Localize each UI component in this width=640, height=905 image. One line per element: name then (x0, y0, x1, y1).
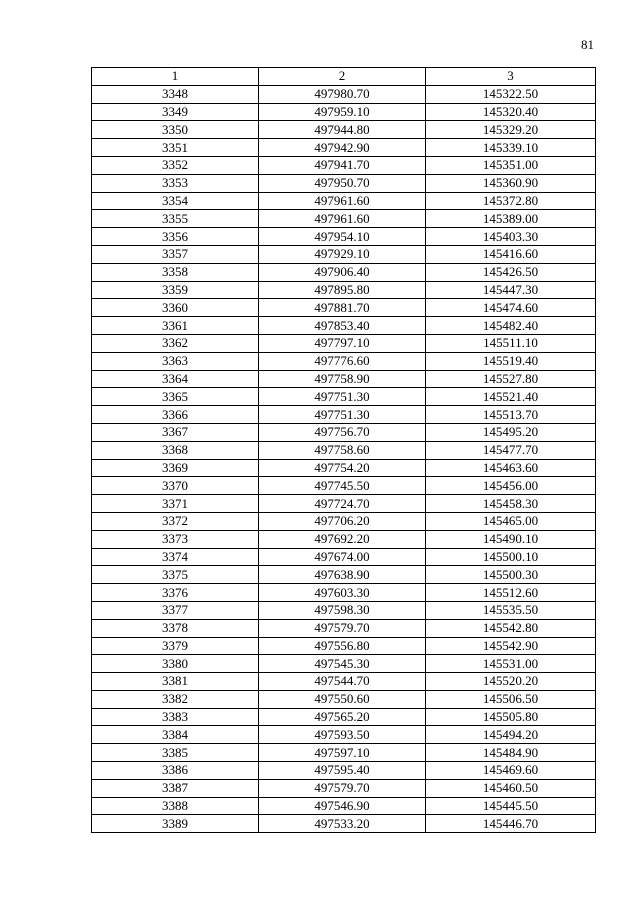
y-coordinate-cell: 145513.70 (426, 406, 596, 424)
x-coordinate-cell: 497776.60 (259, 352, 426, 370)
table-row (92, 584, 596, 602)
x-coordinate-cell: 497754.20 (259, 459, 426, 477)
point-number-cell: 3355 (92, 210, 259, 228)
point-number-cell: 3366 (92, 406, 259, 424)
point-number-cell: 3374 (92, 548, 259, 566)
point-number-cell: 3362 (92, 334, 259, 352)
table-row (92, 726, 596, 744)
y-coordinate-cell: 145360.90 (426, 174, 596, 192)
table-row (92, 423, 596, 441)
x-coordinate-cell: 497906.40 (259, 263, 426, 281)
y-coordinate-cell: 145463.60 (426, 459, 596, 477)
table-row (92, 512, 596, 530)
y-coordinate-cell: 145416.60 (426, 245, 596, 263)
x-coordinate-cell: 497980.70 (259, 85, 426, 103)
point-number-cell: 3380 (92, 655, 259, 673)
y-coordinate-cell: 145458.30 (426, 495, 596, 513)
table-row (92, 317, 596, 335)
point-number-cell: 3372 (92, 512, 259, 530)
y-coordinate-cell: 145339.10 (426, 139, 596, 157)
table-row (92, 495, 596, 513)
y-coordinate-cell: 145465.00 (426, 512, 596, 530)
x-coordinate-cell: 497853.40 (259, 317, 426, 335)
x-coordinate-cell: 497745.50 (259, 477, 426, 495)
point-number-cell: 3349 (92, 103, 259, 121)
point-number-cell: 3373 (92, 530, 259, 548)
column-header-3: 3 (426, 68, 596, 86)
column-header-2: 2 (259, 68, 426, 86)
y-coordinate-cell: 145445.50 (426, 797, 596, 815)
table-body (92, 85, 596, 832)
x-coordinate-cell: 497565.20 (259, 708, 426, 726)
y-coordinate-cell: 145477.70 (426, 441, 596, 459)
point-number-cell: 3360 (92, 299, 259, 317)
table-row (92, 441, 596, 459)
x-coordinate-cell: 497556.80 (259, 637, 426, 655)
table-row (92, 690, 596, 708)
x-coordinate-cell: 497942.90 (259, 139, 426, 157)
y-coordinate-cell: 145521.40 (426, 388, 596, 406)
point-number-cell: 3371 (92, 495, 259, 513)
point-number-cell: 3369 (92, 459, 259, 477)
y-coordinate-cell: 145506.50 (426, 690, 596, 708)
y-coordinate-cell: 145494.20 (426, 726, 596, 744)
point-number-cell: 3381 (92, 673, 259, 691)
table-row (92, 281, 596, 299)
x-coordinate-cell: 497595.40 (259, 762, 426, 780)
table-row (92, 708, 596, 726)
x-coordinate-cell: 497533.20 (259, 815, 426, 833)
table-row (92, 673, 596, 691)
x-coordinate-cell: 497597.10 (259, 744, 426, 762)
table-row (92, 174, 596, 192)
table-row (92, 601, 596, 619)
table-row (92, 637, 596, 655)
table-row (92, 548, 596, 566)
table-row (92, 192, 596, 210)
y-coordinate-cell: 145511.10 (426, 334, 596, 352)
table-row (92, 245, 596, 263)
y-coordinate-cell: 145519.40 (426, 352, 596, 370)
table-row (92, 477, 596, 495)
point-number-cell: 3376 (92, 584, 259, 602)
table-row (92, 352, 596, 370)
x-coordinate-cell: 497751.30 (259, 388, 426, 406)
table-header-row (92, 68, 596, 86)
table-row (92, 815, 596, 833)
y-coordinate-cell: 145542.80 (426, 619, 596, 637)
x-coordinate-cell: 497758.90 (259, 370, 426, 388)
table-row (92, 406, 596, 424)
x-coordinate-cell: 497598.30 (259, 601, 426, 619)
table-row (92, 299, 596, 317)
y-coordinate-cell: 145482.40 (426, 317, 596, 335)
point-number-cell: 3368 (92, 441, 259, 459)
y-coordinate-cell: 145447.30 (426, 281, 596, 299)
point-number-cell: 3383 (92, 708, 259, 726)
table-row (92, 228, 596, 246)
point-number-cell: 3378 (92, 619, 259, 637)
x-coordinate-cell: 497961.60 (259, 192, 426, 210)
x-coordinate-cell: 497959.10 (259, 103, 426, 121)
column-header-1: 1 (92, 68, 259, 86)
y-coordinate-cell: 145446.70 (426, 815, 596, 833)
y-coordinate-cell: 145372.80 (426, 192, 596, 210)
table-row (92, 762, 596, 780)
table-row (92, 121, 596, 139)
table-row (92, 797, 596, 815)
table-row (92, 370, 596, 388)
point-number-cell: 3350 (92, 121, 259, 139)
table-row (92, 655, 596, 673)
table-row (92, 210, 596, 228)
point-number-cell: 3356 (92, 228, 259, 246)
y-coordinate-cell: 145320.40 (426, 103, 596, 121)
point-number-cell: 3352 (92, 156, 259, 174)
x-coordinate-cell: 497797.10 (259, 334, 426, 352)
table-row (92, 619, 596, 637)
table-row (92, 744, 596, 762)
point-number-cell: 3387 (92, 779, 259, 797)
x-coordinate-cell: 497706.20 (259, 512, 426, 530)
y-coordinate-cell: 145495.20 (426, 423, 596, 441)
x-coordinate-cell: 497881.70 (259, 299, 426, 317)
point-number-cell: 3363 (92, 352, 259, 370)
point-number-cell: 3365 (92, 388, 259, 406)
table-row (92, 334, 596, 352)
page-number: 81 (581, 37, 594, 52)
table-row (92, 263, 596, 281)
point-number-cell: 3389 (92, 815, 259, 833)
x-coordinate-cell: 497895.80 (259, 281, 426, 299)
table-row (92, 566, 596, 584)
y-coordinate-cell: 145542.90 (426, 637, 596, 655)
x-coordinate-cell: 497944.80 (259, 121, 426, 139)
x-coordinate-cell: 497756.70 (259, 423, 426, 441)
table-row (92, 388, 596, 406)
point-number-cell: 3377 (92, 601, 259, 619)
x-coordinate-cell: 497929.10 (259, 245, 426, 263)
point-number-cell: 3388 (92, 797, 259, 815)
x-coordinate-cell: 497674.00 (259, 548, 426, 566)
y-coordinate-cell: 145505.80 (426, 708, 596, 726)
x-coordinate-cell: 497758.60 (259, 441, 426, 459)
point-number-cell: 3382 (92, 690, 259, 708)
table-row (92, 779, 596, 797)
y-coordinate-cell: 145474.60 (426, 299, 596, 317)
point-number-cell: 3357 (92, 245, 259, 263)
x-coordinate-cell: 497638.90 (259, 566, 426, 584)
x-coordinate-cell: 497954.10 (259, 228, 426, 246)
x-coordinate-cell: 497579.70 (259, 619, 426, 637)
point-number-cell: 3364 (92, 370, 259, 388)
x-coordinate-cell: 497751.30 (259, 406, 426, 424)
x-coordinate-cell: 497579.70 (259, 779, 426, 797)
point-number-cell: 3379 (92, 637, 259, 655)
point-number-cell: 3385 (92, 744, 259, 762)
point-number-cell: 3358 (92, 263, 259, 281)
y-coordinate-cell: 145520.20 (426, 673, 596, 691)
point-number-cell: 3367 (92, 423, 259, 441)
y-coordinate-cell: 145403.30 (426, 228, 596, 246)
table-row (92, 139, 596, 157)
x-coordinate-cell: 497603.30 (259, 584, 426, 602)
y-coordinate-cell: 145484.90 (426, 744, 596, 762)
table-row (92, 459, 596, 477)
y-coordinate-cell: 145490.10 (426, 530, 596, 548)
point-number-cell: 3354 (92, 192, 259, 210)
x-coordinate-cell: 497593.50 (259, 726, 426, 744)
x-coordinate-cell: 497546.90 (259, 797, 426, 815)
point-number-cell: 3361 (92, 317, 259, 335)
y-coordinate-cell: 145469.60 (426, 762, 596, 780)
y-coordinate-cell: 145512.60 (426, 584, 596, 602)
x-coordinate-cell: 497961.60 (259, 210, 426, 228)
y-coordinate-cell: 145456.00 (426, 477, 596, 495)
x-coordinate-cell: 497941.70 (259, 156, 426, 174)
x-coordinate-cell: 497545.30 (259, 655, 426, 673)
point-number-cell: 3348 (92, 85, 259, 103)
y-coordinate-cell: 145426.50 (426, 263, 596, 281)
x-coordinate-cell: 497724.70 (259, 495, 426, 513)
y-coordinate-cell: 145500.10 (426, 548, 596, 566)
x-coordinate-cell: 497550.60 (259, 690, 426, 708)
x-coordinate-cell: 497692.20 (259, 530, 426, 548)
table-row (92, 85, 596, 103)
x-coordinate-cell: 497544.70 (259, 673, 426, 691)
table-row (92, 103, 596, 121)
point-number-cell: 3359 (92, 281, 259, 299)
y-coordinate-cell: 145535.50 (426, 601, 596, 619)
point-number-cell: 3386 (92, 762, 259, 780)
point-number-cell: 3353 (92, 174, 259, 192)
point-number-cell: 3384 (92, 726, 259, 744)
y-coordinate-cell: 145329.20 (426, 121, 596, 139)
y-coordinate-cell: 145531.00 (426, 655, 596, 673)
y-coordinate-cell: 145460.50 (426, 779, 596, 797)
y-coordinate-cell: 145351.00 (426, 156, 596, 174)
point-number-cell: 3375 (92, 566, 259, 584)
y-coordinate-cell: 145500.30 (426, 566, 596, 584)
y-coordinate-cell: 145527.80 (426, 370, 596, 388)
y-coordinate-cell: 145322.50 (426, 85, 596, 103)
table-row (92, 156, 596, 174)
table-row (92, 530, 596, 548)
point-number-cell: 3370 (92, 477, 259, 495)
y-coordinate-cell: 145389.00 (426, 210, 596, 228)
coordinates-table (91, 67, 596, 833)
x-coordinate-cell: 497950.70 (259, 174, 426, 192)
point-number-cell: 3351 (92, 139, 259, 157)
